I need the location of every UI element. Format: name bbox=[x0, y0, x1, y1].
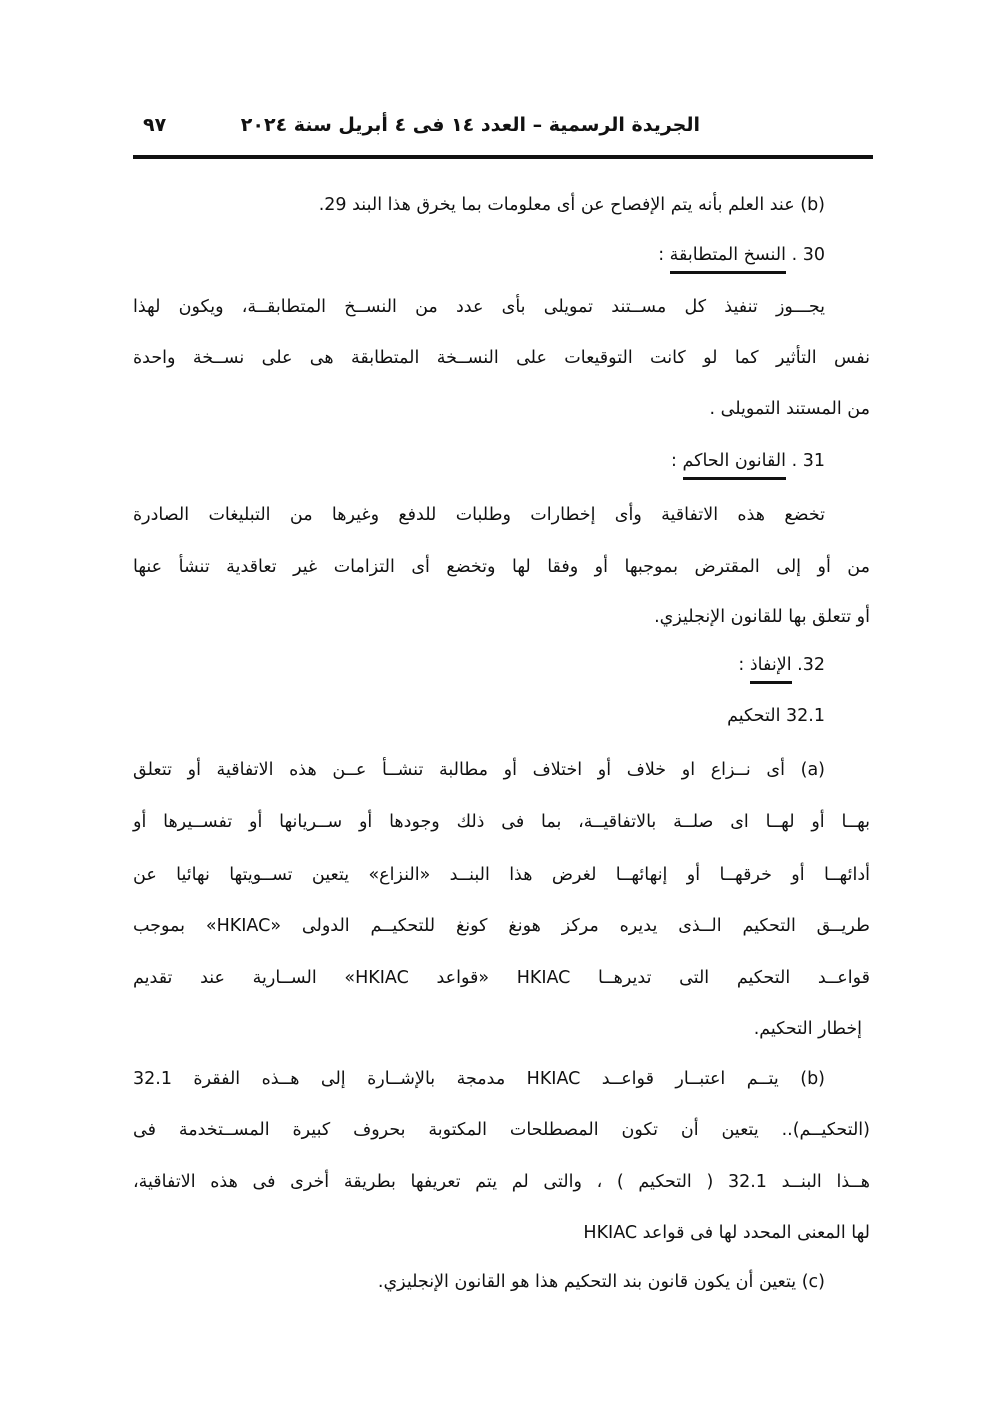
text-line: طريــق التحكيم الــذى يديره مركز هونغ كونغ للتحكيــم الدولى «HKIAC» بموجب bbox=[133, 916, 870, 936]
text-line: (a) أى نــزاع او خلاف أو اختلاف أو مطالبة تنشــأ عــن هذه الاتفاقية أو تتعلق bbox=[133, 760, 825, 780]
heading-number: 31 . bbox=[786, 451, 825, 471]
text-line: من أو إلى المقترض بموجبها أو وفقا لها وتخضع أى التزامات غير تعاقدية تنشأ عنها bbox=[133, 557, 870, 577]
heading-title: النسخ المتطابقة bbox=[670, 245, 786, 274]
text-line: قواعــد التحكيم التى تديرهــا HKIAC «قواعد HKIAC» الســارية عند تقديم bbox=[133, 968, 870, 988]
text-line: تخضع هذه الاتفاقية وأى إخطارات وطلبات للدفع وغيرها من التبليغات الصادرة bbox=[133, 505, 825, 525]
heading-number: 32. bbox=[791, 655, 825, 675]
heading-number: 30 . bbox=[786, 245, 825, 265]
heading-title: الإنفاذ bbox=[750, 655, 792, 684]
text-line: (b) يتــم اعتبــار قواعــد HKIAC مدمجة بالإشــارة إلى هــذه الفقرة 32.1 bbox=[133, 1069, 825, 1089]
gazette-title: الجريدة الرسمية – العدد ١٤ فى ٤ أبريل سنة ٢٠٢٤ bbox=[240, 114, 700, 136]
text-line: من المستند التمويلى . bbox=[709, 399, 870, 419]
subheading-32-1: 32.1 التحكيم bbox=[727, 706, 825, 726]
text-line: أدائهــا أو خرقهــا أو إنهائهــا لغرض هذا البنــد «النزاع» يتعين تســويتها نهائيا عن bbox=[133, 865, 870, 885]
text-line: لها المعنى المحدد لها فى قواعد HKIAC bbox=[583, 1223, 870, 1243]
heading-colon: : bbox=[658, 245, 670, 265]
heading-30 bbox=[133, 240, 870, 270]
clause-29b: (b) عند العلم بأنه يتم الإفصاح عن أى معلومات بما يخرق هذا البند 29. bbox=[318, 195, 825, 215]
text-line: هــذا البنــد 32.1 ( التحكيم ) ، والتى لم يتم تعريفها بطريقة أخرى فى هذه الاتفاقية، bbox=[133, 1172, 870, 1192]
text-line: أو تتعلق بها للقانون الإنجليزي. bbox=[654, 607, 870, 627]
heading-31 bbox=[133, 446, 870, 476]
heading-32 bbox=[133, 650, 870, 680]
text-line: يجـــوز تنفيذ كل مســتند تمويلى بأى عدد من النســخ المتطابقــة، ويكون لهذا bbox=[133, 297, 825, 317]
text-line: إخطار التحكيم. bbox=[753, 1019, 862, 1039]
heading-colon: : bbox=[738, 655, 750, 675]
heading-colon: : bbox=[671, 451, 683, 471]
page-header bbox=[133, 114, 870, 146]
clause-32-1c: (c) يتعين أن يكون قانون بند التحكيم هذا هو القانون الإنجليزي. bbox=[377, 1272, 825, 1292]
page-number: ٩٧ bbox=[143, 114, 167, 136]
header-rule bbox=[133, 155, 873, 159]
heading-title: القانون الحاكم bbox=[683, 451, 787, 480]
text-line: (التحكيــم).. يتعين أن تكون المصطلحات المكتوبة بحروف كبيرة المســتخدمة فى bbox=[133, 1120, 870, 1140]
text-line: بهــا أو لهــا اى صلــة بالاتفاقيــة، بما فى ذلك وجودها أو ســريانها أو تفســيرها أو bbox=[133, 812, 870, 832]
text-line: نفس التأثير كما لو كانت التوقيعات على النســخة المتطابقة هى على نســخة واحدة bbox=[133, 348, 870, 368]
